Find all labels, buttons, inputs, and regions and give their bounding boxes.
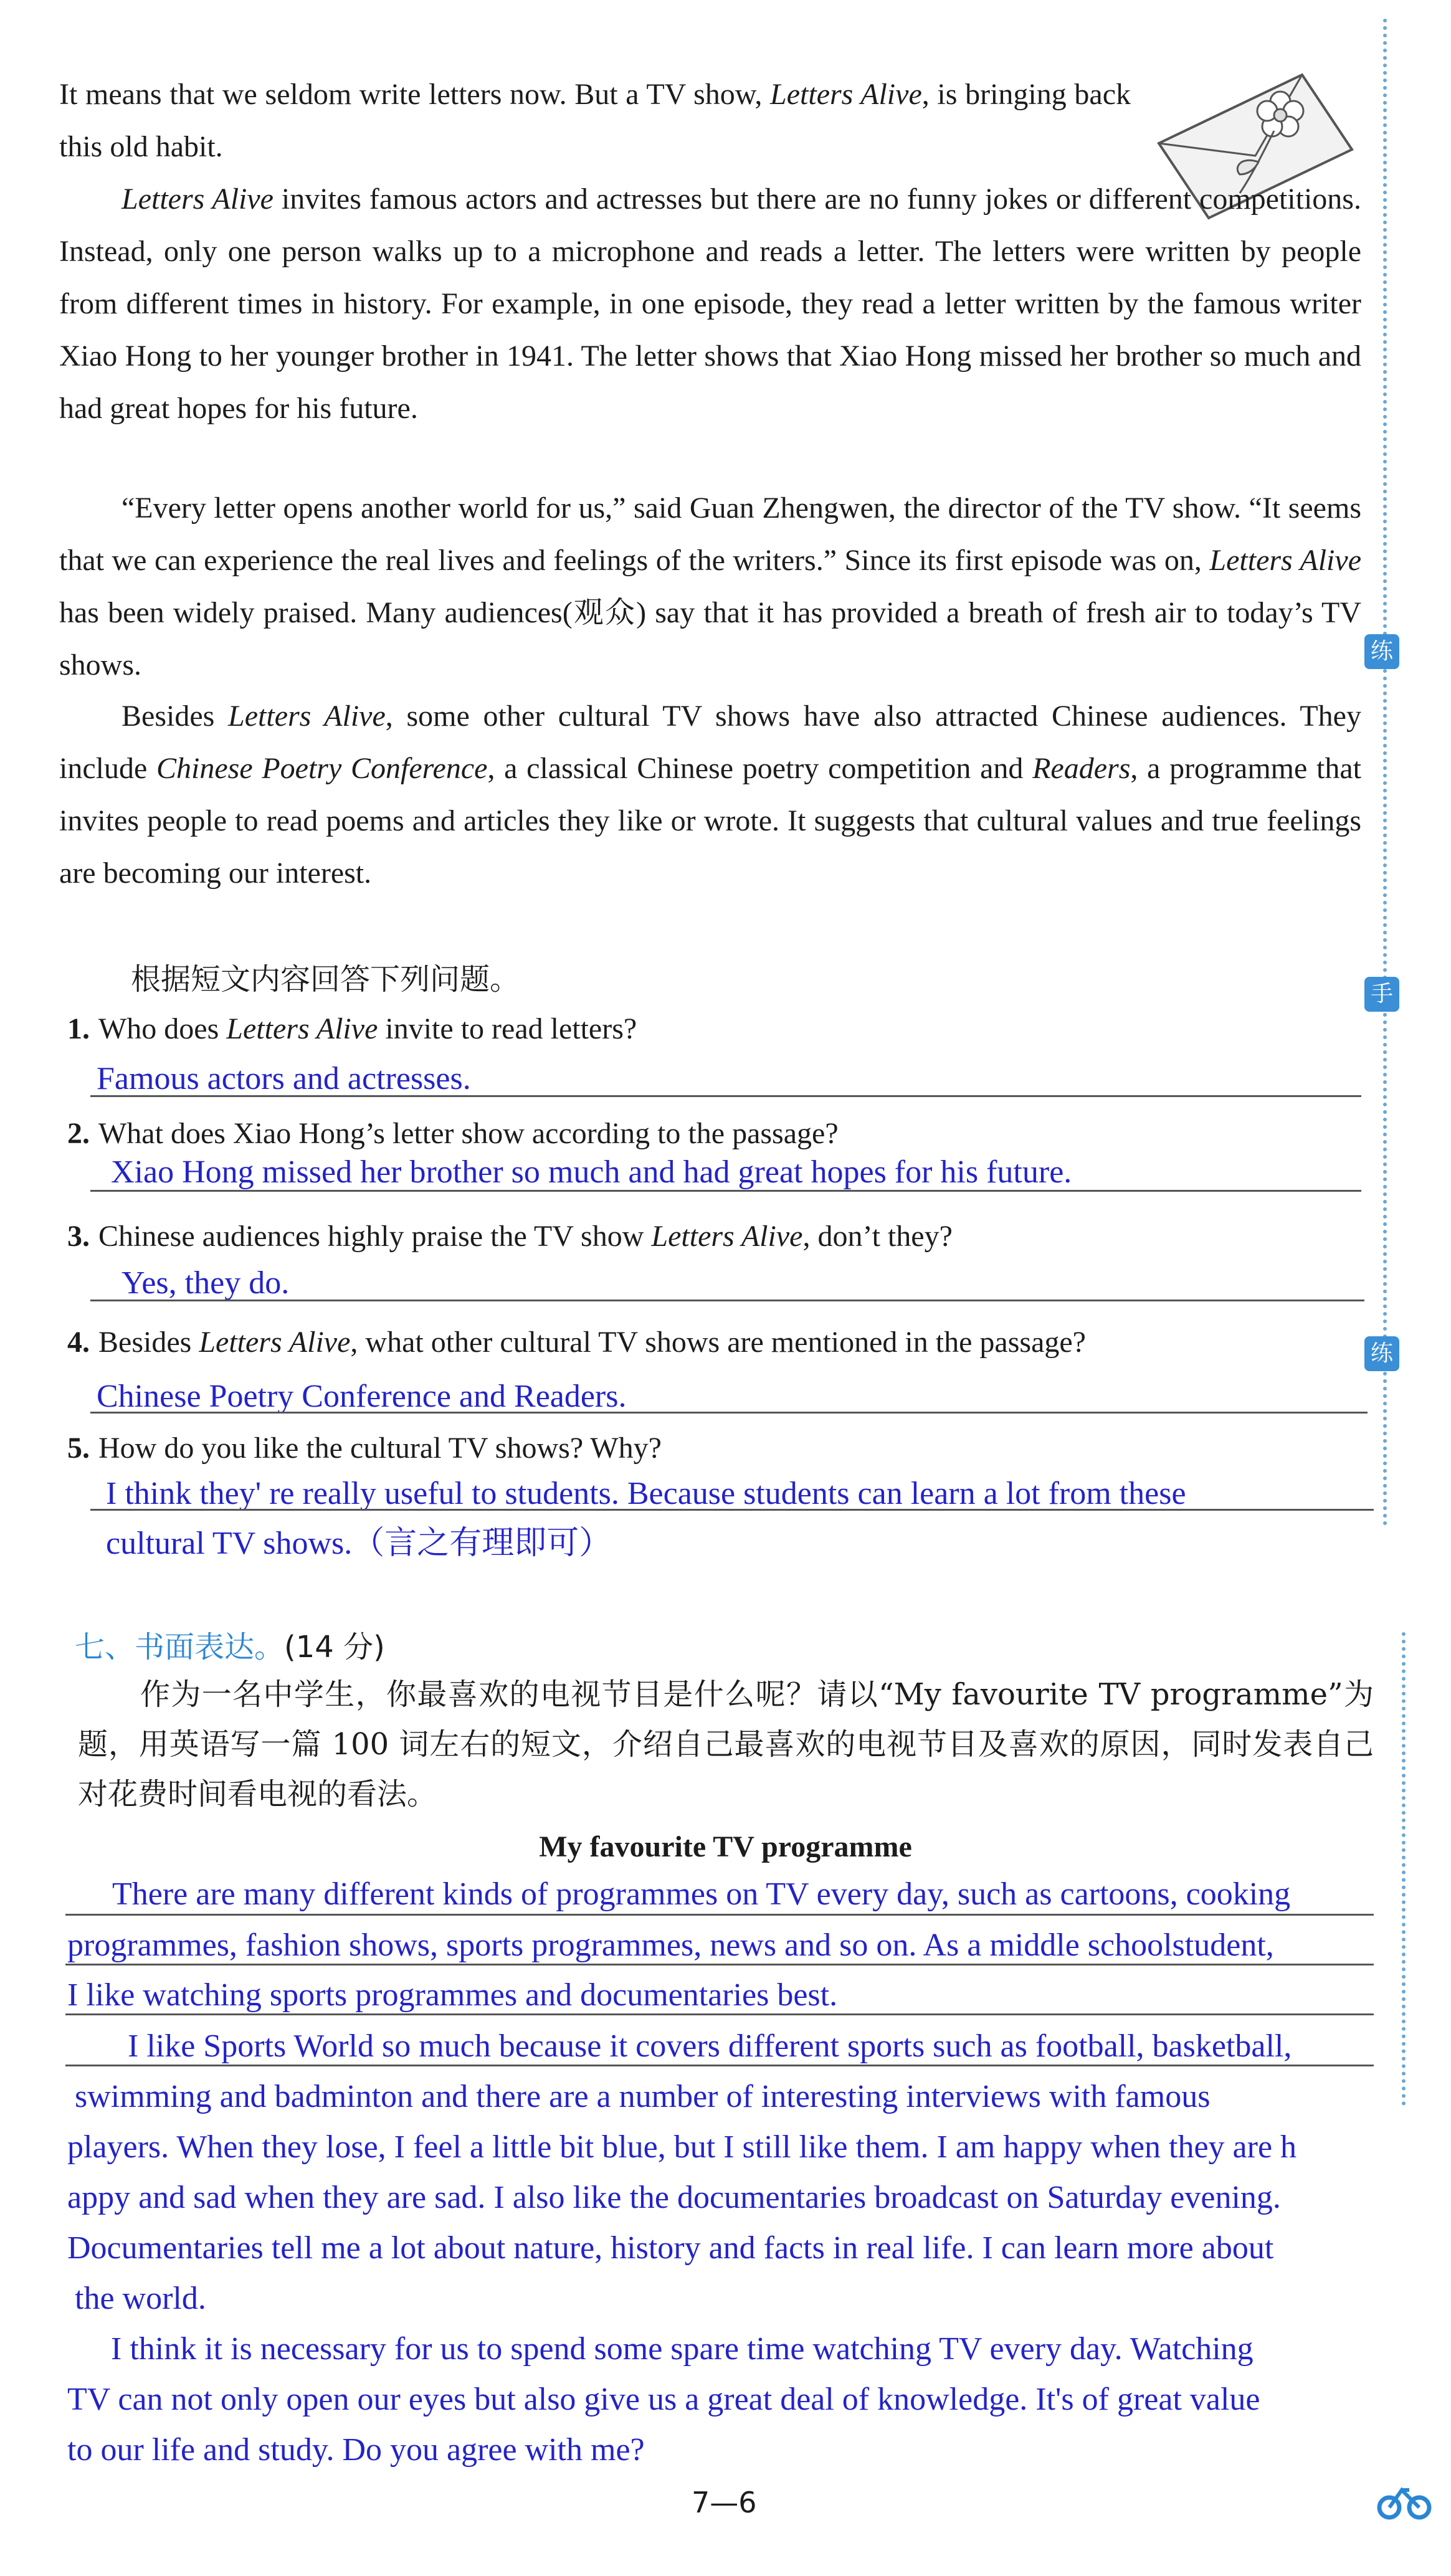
writing-task-text: 作为一名中学生，你最喜欢的电视节目是什么呢？请以“My favourite TV programme”为题，用英语写一篇 100 词左右的短文，介绍自己最喜欢的电视节目及喜欢的原因，同时发表自己对花费时间看电视的看法。: [78, 1677, 1374, 1812]
essay-line: appy and sad when they are sad. I also like the documentaries broadcast on Saturday evening.: [67, 2180, 1281, 2215]
show-title: Readers: [1032, 752, 1131, 785]
essay-line: to our life and study. Do you agree with me?: [67, 2432, 645, 2468]
essay-rule: [65, 2065, 1374, 2066]
essay-rule: [65, 1914, 1374, 1916]
side-tab: 练: [1364, 634, 1399, 669]
question-1: 1. Who does Letters Alive invite to read letters?: [67, 1012, 637, 1045]
answer-line: [90, 1412, 1368, 1414]
question-3: 3. Chinese audiences highly praise the TV show Letters Alive, don’t they?: [67, 1220, 953, 1253]
essay-line: I think it is necessary for us to spend some spare time watching TV every day. Watching: [111, 2331, 1254, 2367]
passage-paragraph-1: It means that we seldom write letters now. But a TV show, Letters Alive, is bringing back this old habit.: [59, 78, 1131, 163]
instruction-text: 根据短文内容回答下列问题。: [131, 962, 520, 997]
answer-2: Xiao Hong missed her brother so much and had great hopes for his future.: [111, 1154, 1072, 1190]
margin-dotted-rule: [1383, 19, 1387, 1526]
page-number: 7—6: [692, 2486, 757, 2519]
answer-4: Chinese Poetry Conference and Readers.: [97, 1379, 627, 1414]
essay-line: players. When they lose, I feel a little bit blue, but I still like them. I am happy when they are h: [67, 2129, 1297, 2165]
essay-line: Documentaries tell me a lot about nature, history and facts in real life. I can learn more about: [67, 2230, 1274, 2266]
answer-3: Yes, they do.: [121, 1265, 290, 1301]
passage-paragraph-3: “Every letter opens another world for us,” said Guan Zhengwen, the director of the TV show. “It seems that we can experience the real lives and feelings of the writers.” Since its first episode was on, Letters Alive has been widely praised. Many audiences(观众) say that it has provided a breath of fresh air to today’s TV shows.: [59, 492, 1361, 682]
essay-line: TV can not only open our eyes but also give us a great deal of knowledge. It's of great value: [67, 2382, 1260, 2417]
essay-line: swimming and badminton and there are a number of interesting interviews with famous: [75, 2079, 1211, 2114]
show-title: Letters Alive: [770, 78, 922, 111]
answer-line: [90, 1095, 1361, 1097]
passage-paragraph-4: Besides Letters Alive, some other cultural TV shows have also attracted Chinese audiences. They include Chinese Poetry Conference, a classical Chinese poetry competition and Readers, a programme that invites people to read poems and articles they like or wrote. It suggests that cultural values and true feelings are becoming our interest.: [59, 700, 1362, 890]
show-title: Letters Alive: [228, 700, 386, 733]
answer-1: Famous actors and actresses.: [97, 1061, 471, 1096]
show-title: Chinese Poetry Conference: [156, 752, 488, 785]
passage-paragraph-2: Letters Alive invites famous actors and actresses but there are no funny jokes or different competitions. Instead, only one person walks up to a microphone and reads a letter. The letters were written by people from different times in history. For example, in one episode, they read a letter written by the famous writer Xiao Hong to her younger brother in 1941. The letter shows that Xiao Hong missed her brother so much and had great hopes for his future.: [59, 183, 1361, 425]
essay-title: My favourite TV programme: [539, 1830, 912, 1863]
question-2: 2. What does Xiao Hong’s letter show according to the passage?: [67, 1117, 839, 1150]
section-7-heading: 七、书面表达。(14 分): [75, 1630, 385, 1665]
show-title: Letters Alive: [1209, 544, 1361, 577]
margin-dotted-rule-lower: [1402, 1632, 1406, 2106]
answer-line: [90, 1509, 1374, 1511]
show-title: Letters Alive: [121, 183, 274, 216]
essay-line: I like Sports World so much because it covers different sports such as football, basketball,: [128, 2028, 1292, 2064]
question-4: 4. Besides Letters Alive, what other cultural TV shows are mentioned in the passage?: [67, 1326, 1086, 1359]
side-tab: 练: [1364, 1336, 1399, 1371]
answer-line: [90, 1300, 1364, 1301]
bicycle-logo-icon: [1377, 2483, 1433, 2520]
answer-5-line-2: cultural TV shows.（言之有理即可）: [106, 1526, 612, 1561]
essay-line: I like watching sports programmes and documentaries best.: [67, 1977, 838, 2013]
essay-line: There are many different kinds of programmes on TV every day, such as cartoons, cooking: [112, 1876, 1291, 1912]
answer-5-line-1: I think they' re really useful to students. Because students can learn a lot from these: [106, 1476, 1186, 1511]
answer-line: [90, 1190, 1361, 1192]
side-tab: 手: [1364, 977, 1399, 1012]
essay-rule: [65, 2013, 1374, 2015]
question-5: 5. How do you like the cultural TV shows? Why?: [67, 1432, 662, 1465]
essay-rule: [65, 1964, 1374, 1965]
essay-line: programmes, fashion shows, sports programmes, news and so on. As a middle schoolstudent,: [67, 1927, 1274, 1963]
essay-line: the world.: [75, 2281, 206, 2316]
